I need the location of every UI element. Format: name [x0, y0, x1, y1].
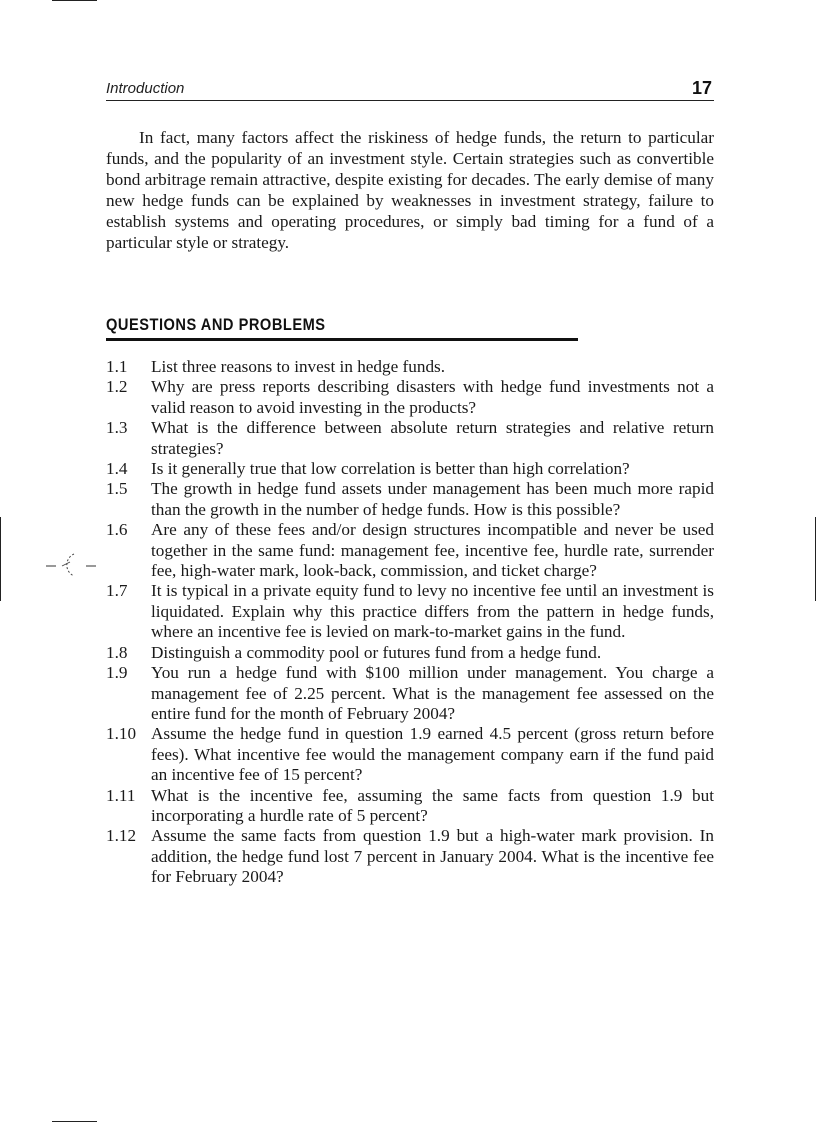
question-item	[106, 786, 714, 827]
question-item	[106, 479, 714, 520]
question-list	[106, 357, 714, 888]
question-number: 1.1	[106, 357, 128, 376]
question-text: The growth in hedge fund assets under management has been much more rapid than the growth in the number of hedge funds. How is this possible?	[151, 479, 714, 519]
question-number: 1.11	[106, 785, 136, 805]
question-number: 1.5	[106, 479, 128, 499]
section-heading	[106, 315, 578, 341]
question-item	[106, 826, 714, 887]
question-item	[106, 643, 714, 663]
question-number: 1.10	[106, 724, 137, 744]
registration-mark-icon	[46, 550, 96, 578]
running-header	[106, 78, 714, 101]
question-text: You run a hedge fund with $100 million under management. You charge a management fee of 2.25 percent. What is the management fee assessed on the entire fund for the month of February 2004?	[151, 663, 714, 723]
running-title: Introduction	[106, 80, 185, 97]
question-text: Is it generally true that low correlation is better than high correlation?	[151, 459, 630, 479]
question-text: It is typical in a private equity fund to levy no incentive fee until an investment is liquidated. Explain why this practice differs from the pattern in hedge funds, where an incentive fee is levied on mark-to-market gains in the fund.	[151, 581, 714, 642]
question-item	[106, 663, 714, 724]
question-text: Why are press reports describing disasters with hedge fund investments not a valid reason to avoid investing in the products?	[151, 377, 714, 417]
body-paragraph: In fact, many factors affect the riskiness of hedge funds, the return to particular funds, and the popularity of an investment style. Certain strategies such as convertible bond arbitrage remain attractive, despite existing for decades. The early demise of many new hedge funds can be explained by weaknesses in investment strategy, failure to establish systems and operating procedures, or simply bad timing for a fund of a particular style or strategy.	[106, 128, 714, 252]
question-item	[106, 357, 714, 377]
page-number: 17	[691, 78, 712, 98]
question-item	[106, 520, 714, 581]
crop-mark-bottom	[52, 1121, 97, 1122]
question-text: What is the difference between absolute return strategies and relative return strategies?	[151, 418, 714, 458]
section-heading-text: QUESTIONS AND PROBLEMS	[106, 315, 326, 334]
question-number: 1.2	[106, 377, 128, 397]
question-text: Are any of these fees and/or design structures incompatible and never be used together in the same fund: management fee, incentive fee, hurdle rate, surrender fee, high-water mark, look-back, commission, and ticket charge?	[151, 520, 714, 581]
question-number: 1.4	[106, 459, 128, 479]
crop-mark-left	[0, 517, 1, 601]
question-number: 1.7	[106, 581, 128, 601]
question-text: Assume the hedge fund in question 1.9 earned 4.5 percent (gross return before fees). What incentive fee would the management company earn if the fund paid an incentive fee of 15 percent?	[151, 724, 714, 785]
question-number: 1.6	[106, 520, 128, 540]
question-item	[106, 459, 714, 479]
question-number: 1.3	[106, 418, 128, 438]
question-text: What is the incentive fee, assuming the same facts from question 1.9 but incorporating a hurdle rate of 5 percent?	[151, 785, 714, 825]
question-number: 1.12	[106, 826, 137, 846]
question-item	[106, 418, 714, 459]
question-item	[106, 581, 714, 642]
question-item	[106, 377, 714, 418]
question-number: 1.8	[106, 642, 128, 662]
question-item	[106, 724, 714, 785]
question-text: Assume the same facts from question 1.9 but a high-water mark provision. In addition, the hedge fund lost 7 percent in January 2004. What is the incentive fee for February 2004?	[151, 826, 714, 887]
question-text: List three reasons to invest in hedge funds.	[151, 357, 446, 376]
crop-mark-top	[52, 0, 97, 1]
question-number: 1.9	[106, 663, 128, 683]
question-text: Distinguish a commodity pool or futures fund from a hedge fund.	[151, 642, 602, 662]
